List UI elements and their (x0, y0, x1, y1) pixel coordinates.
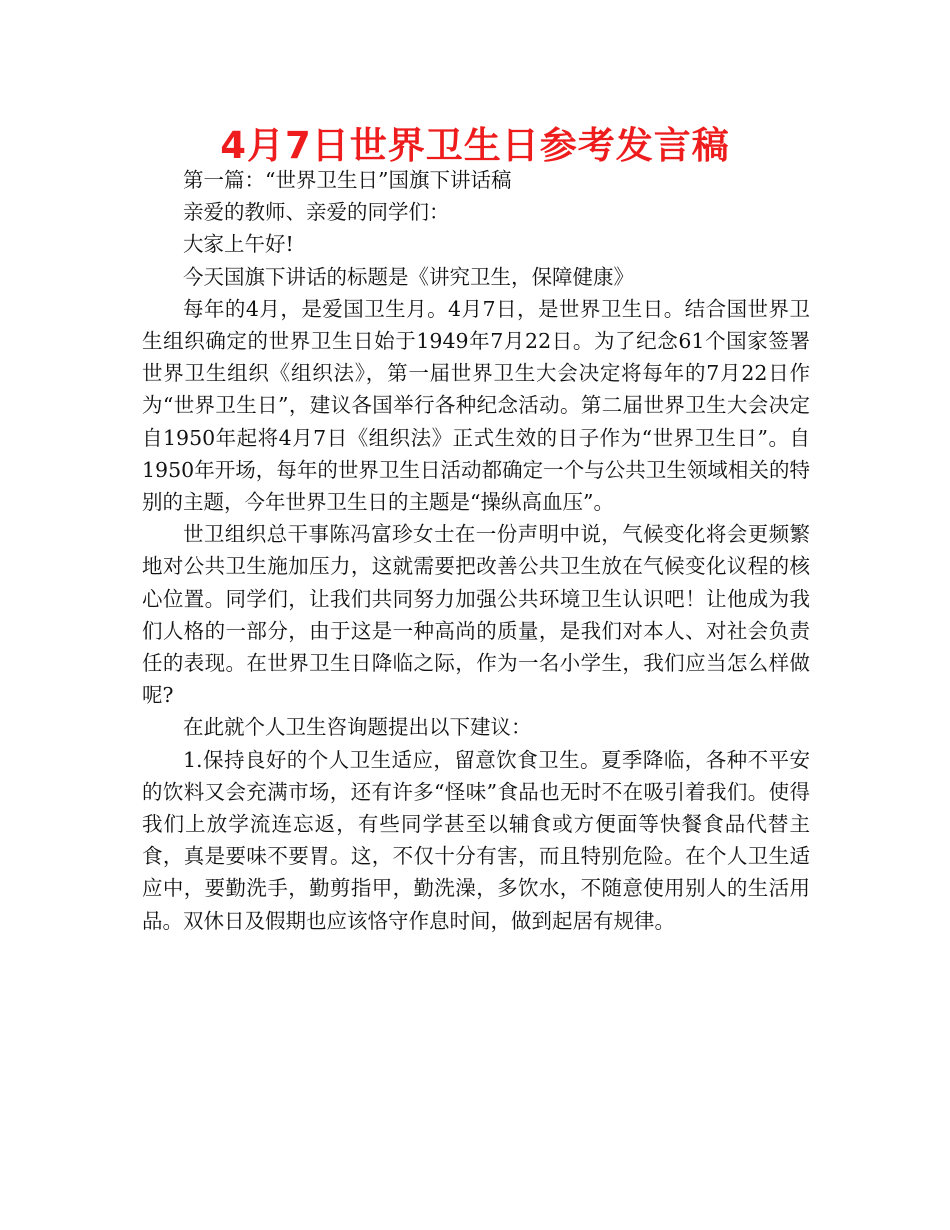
paragraph-history: 每年的4月，是爱国卫生月。4月7日，是世界卫生日。结合国世界卫生组织确定的世界卫生日始于1949年7月22日。为了纪念61个国家签署世界卫生组织《组织法》，第一届世界卫生大会决定将每年的7月22日作为“世界卫生日”，建议各国举行各种纪念活动。第二届世界卫生大会决定自1950年起将4月7日《组织法》正式生效的日子作为“世界卫生日”。自1950年开场，每年的世界卫生日活动都确定一个与公共卫生领域相关的特别的主题，今年世界卫生日的主题是“操纵高血压”。 (142, 296, 810, 515)
paragraph-climate: 世卫组织总干事陈冯富珍女士在一份声明中说，气候变化将会更频繁地对公共卫生施加压力，这就需要把改善公共卫生放在气候变化议程的核心位置。同学们，让我们共同努力加强公共环境卫生认识吧！让他成为我们人格的一部分，由于这是一种高尚的质量，是我们对本人、对社会负责任的表现。在世界卫生日降临之际，作为一名小学生，我们应当怎么样做呢? (142, 522, 810, 708)
paragraph-suggestion-1: 1.保持良好的个人卫生适应，留意饮食卫生。夏季降临，各种不平安的饮料又会充满市场，还有许多“怪味”食品也无时不在吸引着我们。使得我们上放学流连忘返，有些同学甚至以辅食或方便面等快餐食品代替主食，真是要味不要胃。这，不仅十分有害，而且特别危险。在个人卫生适应中，要勤洗手，勤剪指甲，勤洗澡，多饮水，不随意使用别人的生活用品。双休日及假期也应该恪守作息时间，做到起居有规律。 (142, 747, 810, 933)
document-title: 4月7日世界卫生日参考发言稿 (220, 124, 730, 167)
salutation: 亲爱的教师、亲爱的同学们： (183, 200, 450, 225)
greeting: 大家上午好! (183, 232, 294, 257)
speech-topic: 今天国旗下讲话的标题是《讲究卫生，保障健康》 (183, 264, 634, 289)
section-heading: 第一篇：“世界卫生日”国旗下讲话稿 (183, 168, 512, 192)
paragraph-suggestions-intro: 在此就个人卫生咨询题提出以下建议： (183, 715, 532, 740)
document-body (142, 164, 810, 937)
